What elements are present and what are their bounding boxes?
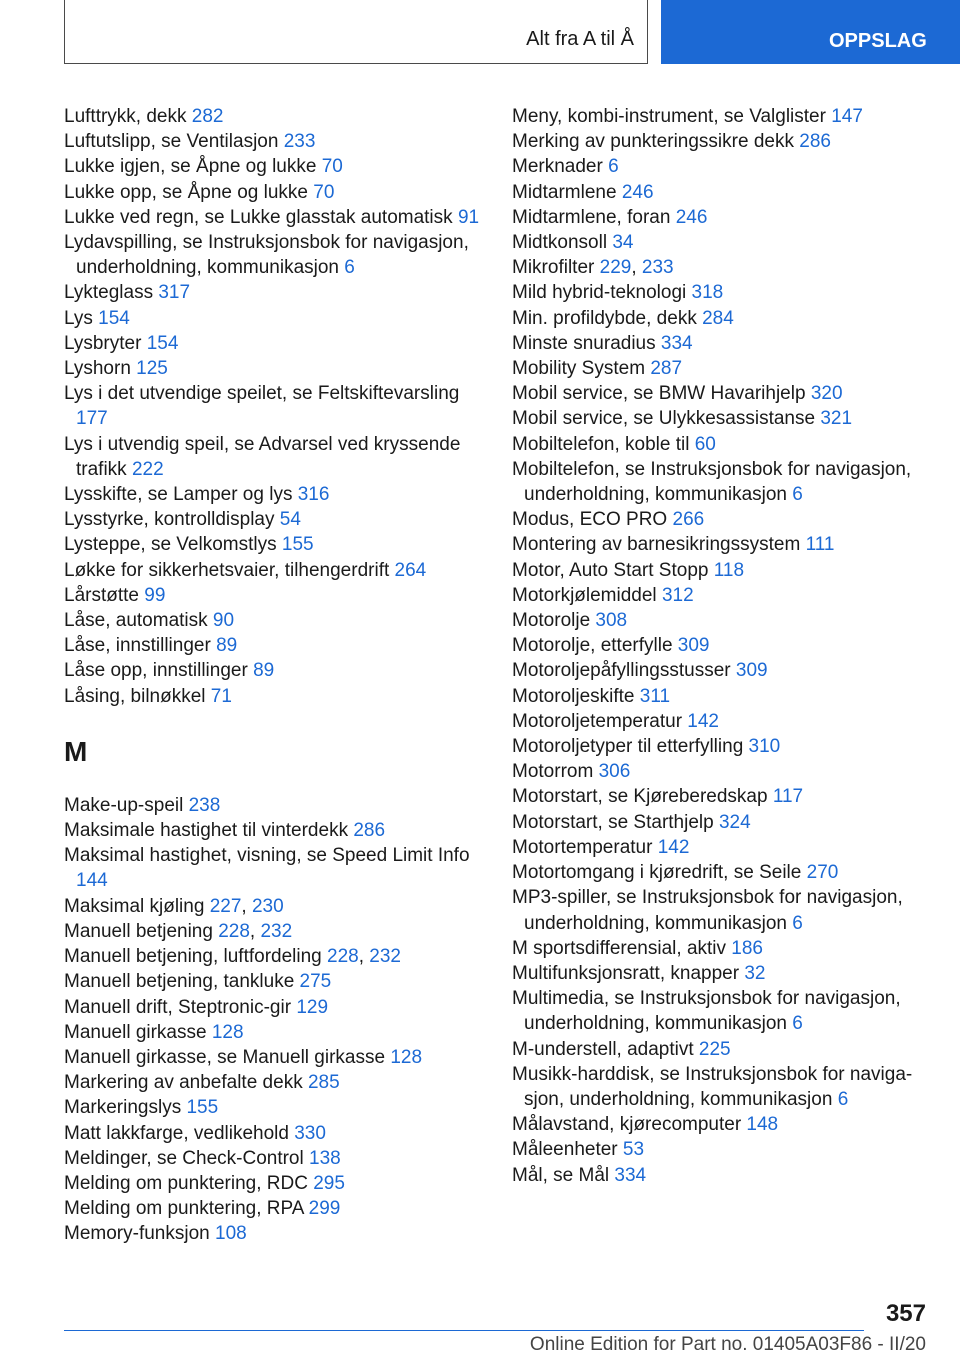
entry-term: Låse, automatisk [64, 610, 213, 632]
page-link[interactable]: 128 [390, 1046, 423, 1068]
page-link[interactable]: 222 [131, 458, 164, 480]
index-entry [64, 129, 484, 154]
entry-term: Lårstøtte [64, 584, 145, 606]
page-link[interactable]: 6 [792, 1013, 803, 1035]
index-entry [64, 684, 484, 709]
page-link[interactable]: 147 [831, 106, 863, 127]
index-entry [512, 583, 922, 608]
index-column-right [512, 104, 922, 1188]
page-link[interactable]: 246 [675, 206, 708, 228]
index-letter-heading: M [64, 735, 88, 767]
entry-term: Make-up-speil [64, 794, 189, 816]
entry-term: Mild hybrid-teknologi [512, 282, 692, 304]
index-entry [512, 709, 922, 734]
entry-term: Mål, se Mål [512, 1164, 615, 1186]
entry-term: Meny, kombi-instrument, se Valglister [512, 106, 832, 127]
page-link[interactable]: 275 [299, 971, 332, 993]
page-separator: , [241, 895, 252, 917]
page-link[interactable]: 232 [369, 946, 401, 968]
page-link[interactable]: 306 [598, 761, 631, 783]
index-entry [64, 532, 484, 557]
entry-term: M sportsdifferensial, aktiv [512, 937, 732, 959]
index-entry [64, 1045, 484, 1070]
index-entry [512, 280, 922, 305]
index-entry [512, 860, 922, 885]
page-link[interactable]: 70 [313, 181, 335, 203]
page-link[interactable]: 129 [296, 996, 329, 1018]
entry-term: Multimedia, se Instruksjonsbok for navigasjon, underholdning, kommunikasjon [512, 988, 901, 1035]
index-entry [64, 608, 484, 633]
page-link[interactable]: 71 [210, 685, 232, 707]
page-link[interactable]: 286 [799, 131, 831, 153]
page-link[interactable]: 311 [639, 685, 671, 707]
entry-term: Midtarmlene [512, 181, 622, 203]
index-entry [512, 507, 922, 532]
page-link[interactable]: 295 [313, 1172, 345, 1194]
index-entry [64, 104, 484, 129]
entry-term: Motorrom [512, 761, 599, 783]
entry-term: Lukke igjen, se Åpne og lukke [64, 156, 322, 178]
index-entry [64, 1146, 484, 1171]
index-entry [64, 944, 484, 969]
entry-term: Mobiltelefon, koble til [512, 433, 695, 455]
page-link[interactable]: 70 [321, 156, 343, 178]
entry-term: Lufttrykk, dekk [64, 106, 192, 127]
page-link[interactable]: 233 [641, 257, 674, 279]
entry-term: Løkke for sikkerhetsvaier, tilhengerdrift [64, 559, 395, 581]
entry-term: Mikrofilter [512, 257, 600, 279]
page-link[interactable]: 128 [211, 1021, 244, 1043]
page-link[interactable]: 155 [186, 1097, 219, 1119]
index-entry [64, 793, 484, 818]
page-link[interactable]: 228 [218, 920, 250, 942]
page-link[interactable]: 330 [294, 1122, 326, 1144]
index-entry [64, 432, 484, 482]
entry-term: Låse opp, innstillinger [64, 660, 254, 682]
entry-term: Motor, Auto Start Stopp [512, 559, 714, 581]
entry-term: MP3-spiller, se Instruksjonsbok for navigasjon, underholdning, kommunikasjon [512, 887, 903, 934]
page-separator: , [358, 946, 370, 968]
index-entry [512, 1137, 922, 1162]
index-entry [512, 129, 922, 154]
index-entry [512, 1163, 922, 1188]
index-entry [512, 810, 922, 835]
entry-term: Mobility System [512, 358, 651, 380]
page-link[interactable]: 117 [772, 786, 804, 808]
index-entry [64, 969, 484, 994]
entry-term: Motoroljetemperatur [512, 710, 688, 732]
index-entry [512, 558, 922, 583]
page-link[interactable]: 321 [820, 408, 853, 430]
entry-term: Midtkonsoll [512, 232, 613, 254]
index-list-m [64, 793, 484, 1247]
page-link[interactable]: 270 [806, 862, 839, 884]
index-entry [512, 684, 922, 709]
entry-term: Måleenheter [512, 1139, 623, 1161]
page-link[interactable]: 228 [327, 946, 359, 968]
tab-oppslag[interactable] [661, 0, 960, 64]
entry-term: Manuell betjening, tankluke [64, 971, 300, 993]
index-entry [512, 658, 922, 683]
index-column-left [64, 104, 484, 1247]
index-entry [64, 894, 484, 919]
index-entry [64, 1221, 484, 1246]
entry-term: Markering av anbefalte dekk [64, 1072, 308, 1094]
page-link[interactable]: 111 [805, 534, 835, 556]
index-entry [512, 154, 922, 179]
page-link[interactable]: 108 [215, 1223, 247, 1245]
page-link[interactable]: 125 [136, 358, 168, 380]
entry-term: Maksimal kjøling [64, 895, 210, 917]
index-entry [64, 818, 484, 843]
page-link[interactable]: 318 [691, 282, 724, 304]
page-link[interactable]: 6 [344, 257, 355, 279]
page-link[interactable]: 309 [677, 635, 710, 657]
entry-term: Merking av punkteringssikre dekk [512, 131, 800, 153]
index-entry [512, 936, 922, 961]
page-link[interactable]: 90 [212, 610, 235, 632]
entry-term: Målavstand, kjørecomputer [512, 1114, 747, 1136]
index-entry [512, 633, 922, 658]
entry-term: Melding om punktering, RDC [64, 1172, 314, 1194]
page-link[interactable]: 144 [76, 870, 108, 892]
footer-edition [530, 1334, 926, 1356]
page-link[interactable]: 230 [251, 895, 284, 917]
page-link[interactable]: 34 [612, 232, 634, 254]
entry-term: Manuell girkasse, se Manuell girkasse [64, 1046, 391, 1068]
page-link[interactable]: 316 [297, 484, 330, 506]
entry-term: Mobiltelefon, se Instruksjonsbok for navigasjon, underholdning, kommunikasjon [512, 458, 912, 506]
index-entry [64, 1070, 484, 1095]
entry-term: Motortemperatur [512, 836, 658, 858]
index-entry [512, 1062, 922, 1112]
index-entry [512, 835, 922, 860]
entry-term: Lys [64, 307, 99, 329]
index-entry [64, 558, 484, 583]
index-entry [512, 1037, 922, 1062]
entry-term: Matt lakkfarge, vedlikehold [64, 1122, 295, 1144]
page-link[interactable]: 309 [735, 660, 768, 682]
entry-term: Motorstart, se Kjøreberedskap [512, 786, 773, 808]
entry-term: Maksimal hastighet, visning, se Speed Limit Info [64, 845, 470, 867]
index-entry [512, 759, 922, 784]
page-link[interactable]: 238 [188, 794, 221, 816]
entry-term: Lys i det utvendige speilet, se Feltskiftevarsling [64, 383, 460, 405]
entry-term: Merknader [512, 156, 609, 178]
index-entry [512, 230, 922, 255]
page-link[interactable]: 310 [748, 736, 781, 758]
page-separator: , [631, 257, 642, 279]
page-link[interactable]: 282 [191, 106, 224, 127]
index-entry [512, 432, 922, 457]
page-link[interactable]: 154 [146, 332, 179, 354]
entry-term: Mobil service, se Ulykkesassistanse [512, 408, 821, 430]
page-link[interactable]: 285 [307, 1072, 340, 1094]
entry-term: Lysstyrke, kontrolldisplay [64, 509, 280, 531]
entry-term: Låsing, bilnøkkel [64, 685, 211, 707]
index-entry [64, 658, 484, 683]
entry-term: Manuell girkasse [64, 1021, 212, 1043]
page-link[interactable]: 320 [810, 383, 843, 405]
page-link[interactable]: 299 [308, 1198, 341, 1220]
index-list-l [64, 104, 484, 709]
page-link[interactable]: 225 [698, 1038, 731, 1060]
page-link[interactable]: 233 [283, 131, 316, 153]
index-entry [64, 583, 484, 608]
entry-term: Mobil service, se BMW Havarihjelp [512, 383, 811, 405]
page-link[interactable]: 53 [622, 1139, 645, 1161]
index-entry [512, 180, 922, 205]
entry-term: Minste snuradius [512, 332, 661, 354]
page-link[interactable]: 324 [718, 811, 751, 833]
index-entry [512, 406, 922, 431]
page-link[interactable]: 54 [279, 509, 301, 531]
index-entry [64, 919, 484, 944]
index-entry [64, 507, 484, 532]
entry-term: Lukke ved regn, se Lukke glasstak automatisk [64, 206, 458, 228]
page-link[interactable]: 148 [746, 1114, 779, 1136]
index-entry [512, 608, 922, 633]
index-entry [512, 532, 922, 557]
entry-term: Motoroljetyper til etterfylling [512, 736, 749, 758]
entry-term: M-understell, adaptivt [512, 1038, 699, 1060]
entry-term: Lyshorn [64, 358, 137, 380]
entry-term: Montering av barnesikringssystem [512, 534, 806, 556]
page-link[interactable]: 6 [608, 156, 619, 178]
index-entry [64, 306, 484, 331]
page-link[interactable]: 6 [792, 484, 803, 506]
entry-term: Lysteppe, se Velkomstlys [64, 534, 282, 556]
index-entry [64, 205, 484, 230]
page-link[interactable]: 232 [260, 920, 293, 942]
page-number: 357 [885, 1300, 926, 1327]
page-link[interactable]: 6 [792, 912, 803, 934]
page-link[interactable]: 138 [309, 1147, 341, 1169]
entry-term: Motorkjølemiddel [512, 584, 662, 606]
index-entry [64, 843, 484, 893]
page-link[interactable]: 6 [837, 1088, 849, 1110]
index-entry [512, 1112, 922, 1137]
index-list-m-continued [512, 104, 922, 1188]
entry-term: Meldinger, se Check-Control [64, 1147, 309, 1169]
page-link[interactable]: 60 [694, 433, 716, 455]
page-link[interactable]: 91 [457, 206, 480, 228]
index-entry [512, 734, 922, 759]
footer-divider [64, 1330, 864, 1331]
entry-term: Motoroljeskifte [512, 685, 640, 707]
page-link[interactable]: 246 [621, 181, 654, 203]
page-link[interactable]: 89 [216, 635, 238, 657]
page-link[interactable]: 177 [76, 408, 108, 430]
index-entry [64, 1095, 484, 1120]
entry-term: Motorolje [512, 610, 596, 632]
page-link[interactable]: 118 [713, 559, 745, 581]
entry-term: Lykteglass [64, 282, 159, 304]
entry-term: Låse, innstillinger [64, 635, 217, 657]
page-link[interactable]: 155 [281, 534, 314, 556]
index-entry [64, 154, 484, 179]
index-entry [64, 995, 484, 1020]
index-entry [512, 885, 922, 935]
index-entry [64, 230, 484, 280]
page-link[interactable]: 287 [650, 358, 683, 380]
page-link[interactable]: 284 [702, 307, 734, 329]
index-entry [512, 986, 922, 1036]
index-entry [64, 482, 484, 507]
entry-term: Memory-funksjon [64, 1223, 215, 1245]
page-link[interactable]: 334 [614, 1164, 647, 1186]
page-link[interactable]: 229 [599, 257, 632, 279]
index-entry [64, 381, 484, 431]
index-entry [512, 784, 922, 809]
entry-term: Multifunksjonsratt, knapper [512, 962, 745, 984]
entry-term: Melding om punktering, RPA [64, 1198, 309, 1220]
page-link[interactable]: 186 [731, 937, 763, 959]
page-link[interactable]: 312 [661, 584, 694, 606]
page-link[interactable]: 317 [158, 282, 191, 304]
entry-term: Musikk-harddisk, se Instruksjonsbok for navigasjon, underholdning, kommunikasjon [512, 1063, 913, 1110]
entry-term: Manuell betjening, luftfordeling [64, 946, 328, 968]
section-title: Alt fra A til Å [526, 28, 634, 50]
page-link[interactable]: 266 [672, 509, 705, 531]
page-link[interactable]: 142 [657, 836, 690, 858]
entry-term: Luftutslipp, se Ventilasjon [64, 131, 284, 153]
entry-term: Lukke opp, se Åpne og lukke [64, 181, 314, 203]
index-entry [512, 104, 922, 129]
tab-label: OPPSLAG [829, 30, 927, 52]
index-entry [64, 356, 484, 381]
index-entry [64, 1171, 484, 1196]
index-entry [512, 255, 922, 280]
entry-term: Motorstart, se Starthjelp [512, 811, 719, 833]
entry-term: Markeringslys [64, 1097, 187, 1119]
index-entry [64, 1020, 484, 1045]
entry-term: Manuell betjening [64, 920, 219, 942]
index-entry [512, 381, 922, 406]
page-link[interactable]: 32 [744, 962, 766, 984]
entry-term: Motortomgang i kjøredrift, se Seile [512, 862, 807, 884]
entry-term: Lysbryter [64, 332, 147, 354]
page-link[interactable]: 286 [353, 820, 386, 842]
index-entry [64, 280, 484, 305]
entry-term: Maksimale hastighet til vinterdekk [64, 820, 354, 842]
page-link[interactable]: 308 [595, 610, 628, 632]
page-link[interactable]: 142 [687, 710, 719, 732]
index-entry [512, 331, 922, 356]
edition-text: Online Edition for Part no. 01405A03F86 - II/20 [529, 1334, 926, 1355]
entry-term: Min. profildybde, dekk [512, 307, 703, 329]
entry-term: Midtarmlene, foran [512, 206, 676, 228]
index-entry [512, 961, 922, 986]
page-link[interactable]: 227 [209, 895, 242, 917]
page-link[interactable]: 334 [660, 332, 693, 354]
page-link[interactable]: 154 [98, 307, 130, 329]
index-entry [512, 205, 922, 230]
index-entry [64, 331, 484, 356]
entry-term: Modus, ECO PRO [512, 509, 673, 531]
index-entry [512, 457, 922, 507]
entry-term: Motorolje, etterfylle [512, 635, 678, 657]
page-link[interactable]: 89 [253, 660, 275, 682]
entry-term: Lysskifte, se Lamper og lys [64, 484, 298, 506]
index-entry [512, 356, 922, 381]
index-entry [64, 633, 484, 658]
entry-term: Manuell drift, Steptronic-gir [64, 996, 297, 1018]
index-entry [64, 1121, 484, 1146]
page-link[interactable]: 99 [144, 584, 166, 606]
index-entry [64, 1196, 484, 1221]
entry-term: Lydavspilling, se Instruksjonsbok for navigasjon, underholdning, kommunikasjon [64, 232, 469, 279]
page-link[interactable]: 264 [394, 559, 427, 581]
page-separator: , [249, 920, 261, 942]
index-entry [64, 180, 484, 205]
index-entry [512, 306, 922, 331]
entry-term: Motoroljepåfyllingsstusser [512, 660, 736, 682]
entry-term: Lys i utvendig speil, se Advarsel ved kryssende trafikk [64, 433, 461, 480]
